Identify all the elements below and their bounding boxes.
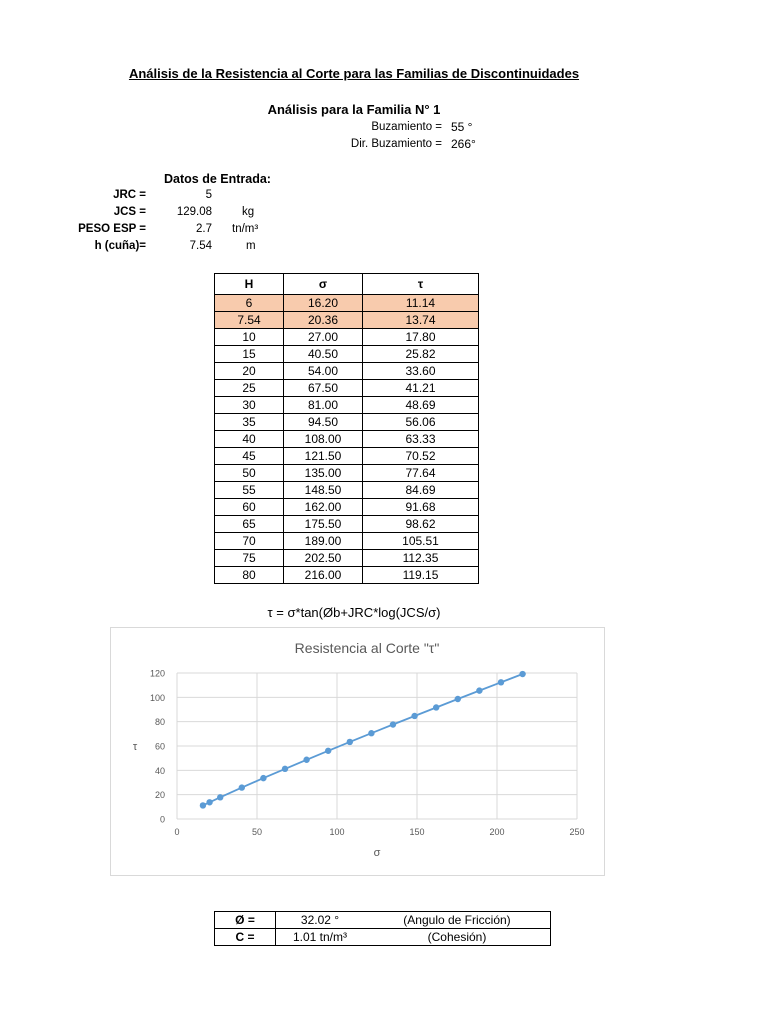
data-point <box>433 704 439 710</box>
data-point <box>498 679 504 685</box>
cell-tau: 84.69 <box>363 482 479 499</box>
data-point <box>217 794 223 800</box>
cell-sigma: 189.00 <box>284 533 363 550</box>
result-row-cohesion <box>215 929 551 946</box>
y-tick-label: 120 <box>149 668 165 679</box>
data-point <box>411 713 417 719</box>
peso-esp-label: PESO ESP = <box>78 223 146 235</box>
column-header-tau: τ <box>363 274 479 295</box>
table-row <box>215 482 479 499</box>
cell-h: 70 <box>215 533 284 550</box>
data-point <box>325 748 331 754</box>
dir-buzamiento-value: 266° <box>451 137 476 151</box>
cell-h: 30 <box>215 397 284 414</box>
cell-tau: 13.74 <box>363 312 479 329</box>
cell-sigma: 108.00 <box>284 431 363 448</box>
cell-tau: 17.80 <box>363 329 479 346</box>
cell-sigma: 121.50 <box>284 448 363 465</box>
table-header-row <box>215 274 479 295</box>
result-row-friction <box>215 912 551 929</box>
y-tick-label: 0 <box>159 814 165 825</box>
cell-sigma: 202.50 <box>284 550 363 567</box>
data-point <box>519 671 525 677</box>
cell-sigma: 20.36 <box>284 312 363 329</box>
peso-esp-unit: tn/m³ <box>232 223 259 235</box>
data-point <box>455 696 461 702</box>
cell-tau: 33.60 <box>363 363 479 380</box>
cell-tau: 91.68 <box>363 499 479 516</box>
data-point <box>206 799 212 805</box>
y-tick-label: 80 <box>154 717 165 728</box>
cell-h: 35 <box>215 414 284 431</box>
cell-tau: 105.51 <box>363 533 479 550</box>
cell-sigma: 148.50 <box>284 482 363 499</box>
friction-value: 32.02 ° <box>276 912 365 929</box>
buzamiento-value: 55 ° <box>451 120 473 134</box>
cell-tau: 112.35 <box>363 550 479 567</box>
jrc-value: 5 <box>205 189 212 201</box>
x-axis-label: σ <box>373 847 381 859</box>
cell-sigma: 175.50 <box>284 516 363 533</box>
cell-tau: 41.21 <box>363 380 479 397</box>
cell-sigma: 40.50 <box>284 346 363 363</box>
section-subtitle: Análisis para la Familia N° 1 <box>267 102 441 117</box>
cell-sigma: 16.20 <box>284 295 363 312</box>
h-cuna-value: 7.54 <box>189 240 212 252</box>
y-axis-label: τ <box>132 741 138 753</box>
table-row <box>215 380 479 397</box>
buzamiento-label: Buzamiento = <box>371 121 442 133</box>
friction-desc: (Angulo de Fricción) <box>364 912 551 929</box>
jrc-label: JRC = <box>113 189 146 201</box>
jcs-value: 129.08 <box>176 206 212 218</box>
table-row <box>215 346 479 363</box>
column-header-h: H <box>215 274 284 295</box>
dir-buzamiento-label: Dir. Buzamiento = <box>350 138 442 150</box>
table-row <box>215 312 479 329</box>
cell-h: 10 <box>215 329 284 346</box>
cell-tau: 48.69 <box>363 397 479 414</box>
x-tick-label: 0 <box>174 827 180 837</box>
table-row <box>215 567 479 584</box>
table-row <box>215 397 479 414</box>
jcs-label: JCS = <box>113 206 146 218</box>
chart-container <box>110 627 605 876</box>
cell-h: 6 <box>215 295 284 312</box>
table-row <box>215 431 479 448</box>
data-point <box>347 739 353 745</box>
shear-strength-chart <box>111 628 604 875</box>
y-tick-label: 40 <box>154 765 165 776</box>
series-line <box>203 674 523 805</box>
data-point <box>303 757 309 763</box>
table-row <box>215 465 479 482</box>
peso-esp-value: 2.7 <box>196 223 212 235</box>
x-tick-label: 50 <box>251 827 263 837</box>
inputs-heading: Datos de Entrada: <box>164 172 271 186</box>
cell-h: 7.54 <box>215 312 284 329</box>
cohesion-desc: (Cohesión) <box>364 929 551 946</box>
cell-h: 25 <box>215 380 284 397</box>
x-tick-label: 250 <box>569 827 585 837</box>
y-tick-label: 20 <box>154 790 165 801</box>
cell-h: 45 <box>215 448 284 465</box>
data-point <box>368 730 374 736</box>
y-tick-label: 100 <box>149 692 165 703</box>
cell-tau: 56.06 <box>363 414 479 431</box>
cell-sigma: 81.00 <box>284 397 363 414</box>
cell-sigma: 216.00 <box>284 567 363 584</box>
data-point <box>476 687 482 693</box>
cell-sigma: 67.50 <box>284 380 363 397</box>
chart-title: Resistencia al Corte "τ" <box>294 640 440 656</box>
data-point <box>282 766 288 772</box>
cell-h: 15 <box>215 346 284 363</box>
page-title: Análisis de la Resistencia al Corte para las Familias de Discontinuidades <box>128 66 580 81</box>
cell-sigma: 135.00 <box>284 465 363 482</box>
x-tick-label: 200 <box>489 827 505 837</box>
cell-sigma: 94.50 <box>284 414 363 431</box>
cell-sigma: 27.00 <box>284 329 363 346</box>
cell-tau: 77.64 <box>363 465 479 482</box>
cell-tau: 63.33 <box>363 431 479 448</box>
cell-h: 55 <box>215 482 284 499</box>
table-row <box>215 414 479 431</box>
cohesion-symbol: C = <box>215 929 276 946</box>
table-row <box>215 533 479 550</box>
cell-tau: 70.52 <box>363 448 479 465</box>
data-point <box>200 802 206 808</box>
cell-tau: 25.82 <box>363 346 479 363</box>
table-row <box>215 448 479 465</box>
cell-h: 50 <box>215 465 284 482</box>
cell-h: 20 <box>215 363 284 380</box>
y-tick-label: 60 <box>154 741 165 752</box>
cohesion-value: 1.01 tn/m³ <box>276 929 365 946</box>
table-row <box>215 550 479 567</box>
table-row <box>215 363 479 380</box>
cell-h: 40 <box>215 431 284 448</box>
cell-sigma: 54.00 <box>284 363 363 380</box>
cell-h: 65 <box>215 516 284 533</box>
cell-h: 75 <box>215 550 284 567</box>
cell-tau: 119.15 <box>363 567 479 584</box>
cell-tau: 11.14 <box>363 295 479 312</box>
table-row <box>215 295 479 312</box>
column-header-sigma: σ <box>284 274 363 295</box>
cell-h: 80 <box>215 567 284 584</box>
jcs-unit: kg <box>242 206 255 218</box>
table-row <box>215 516 479 533</box>
cell-sigma: 162.00 <box>284 499 363 516</box>
cell-tau: 98.62 <box>363 516 479 533</box>
data-point <box>239 784 245 790</box>
results-table <box>214 911 551 946</box>
cell-h: 60 <box>215 499 284 516</box>
table-row <box>215 329 479 346</box>
h-cuna-label: h (cuña)= <box>94 240 146 252</box>
h-cuna-unit: m <box>246 240 256 252</box>
friction-symbol: Ø = <box>215 912 276 929</box>
x-tick-label: 150 <box>409 827 425 837</box>
data-point <box>390 721 396 727</box>
x-tick-label: 100 <box>329 827 345 837</box>
data-point <box>260 775 266 781</box>
table-row <box>215 499 479 516</box>
data-table <box>214 273 479 584</box>
shear-formula: τ = σ*tan(Øb+JRC*log(JCS/σ) <box>267 605 441 620</box>
